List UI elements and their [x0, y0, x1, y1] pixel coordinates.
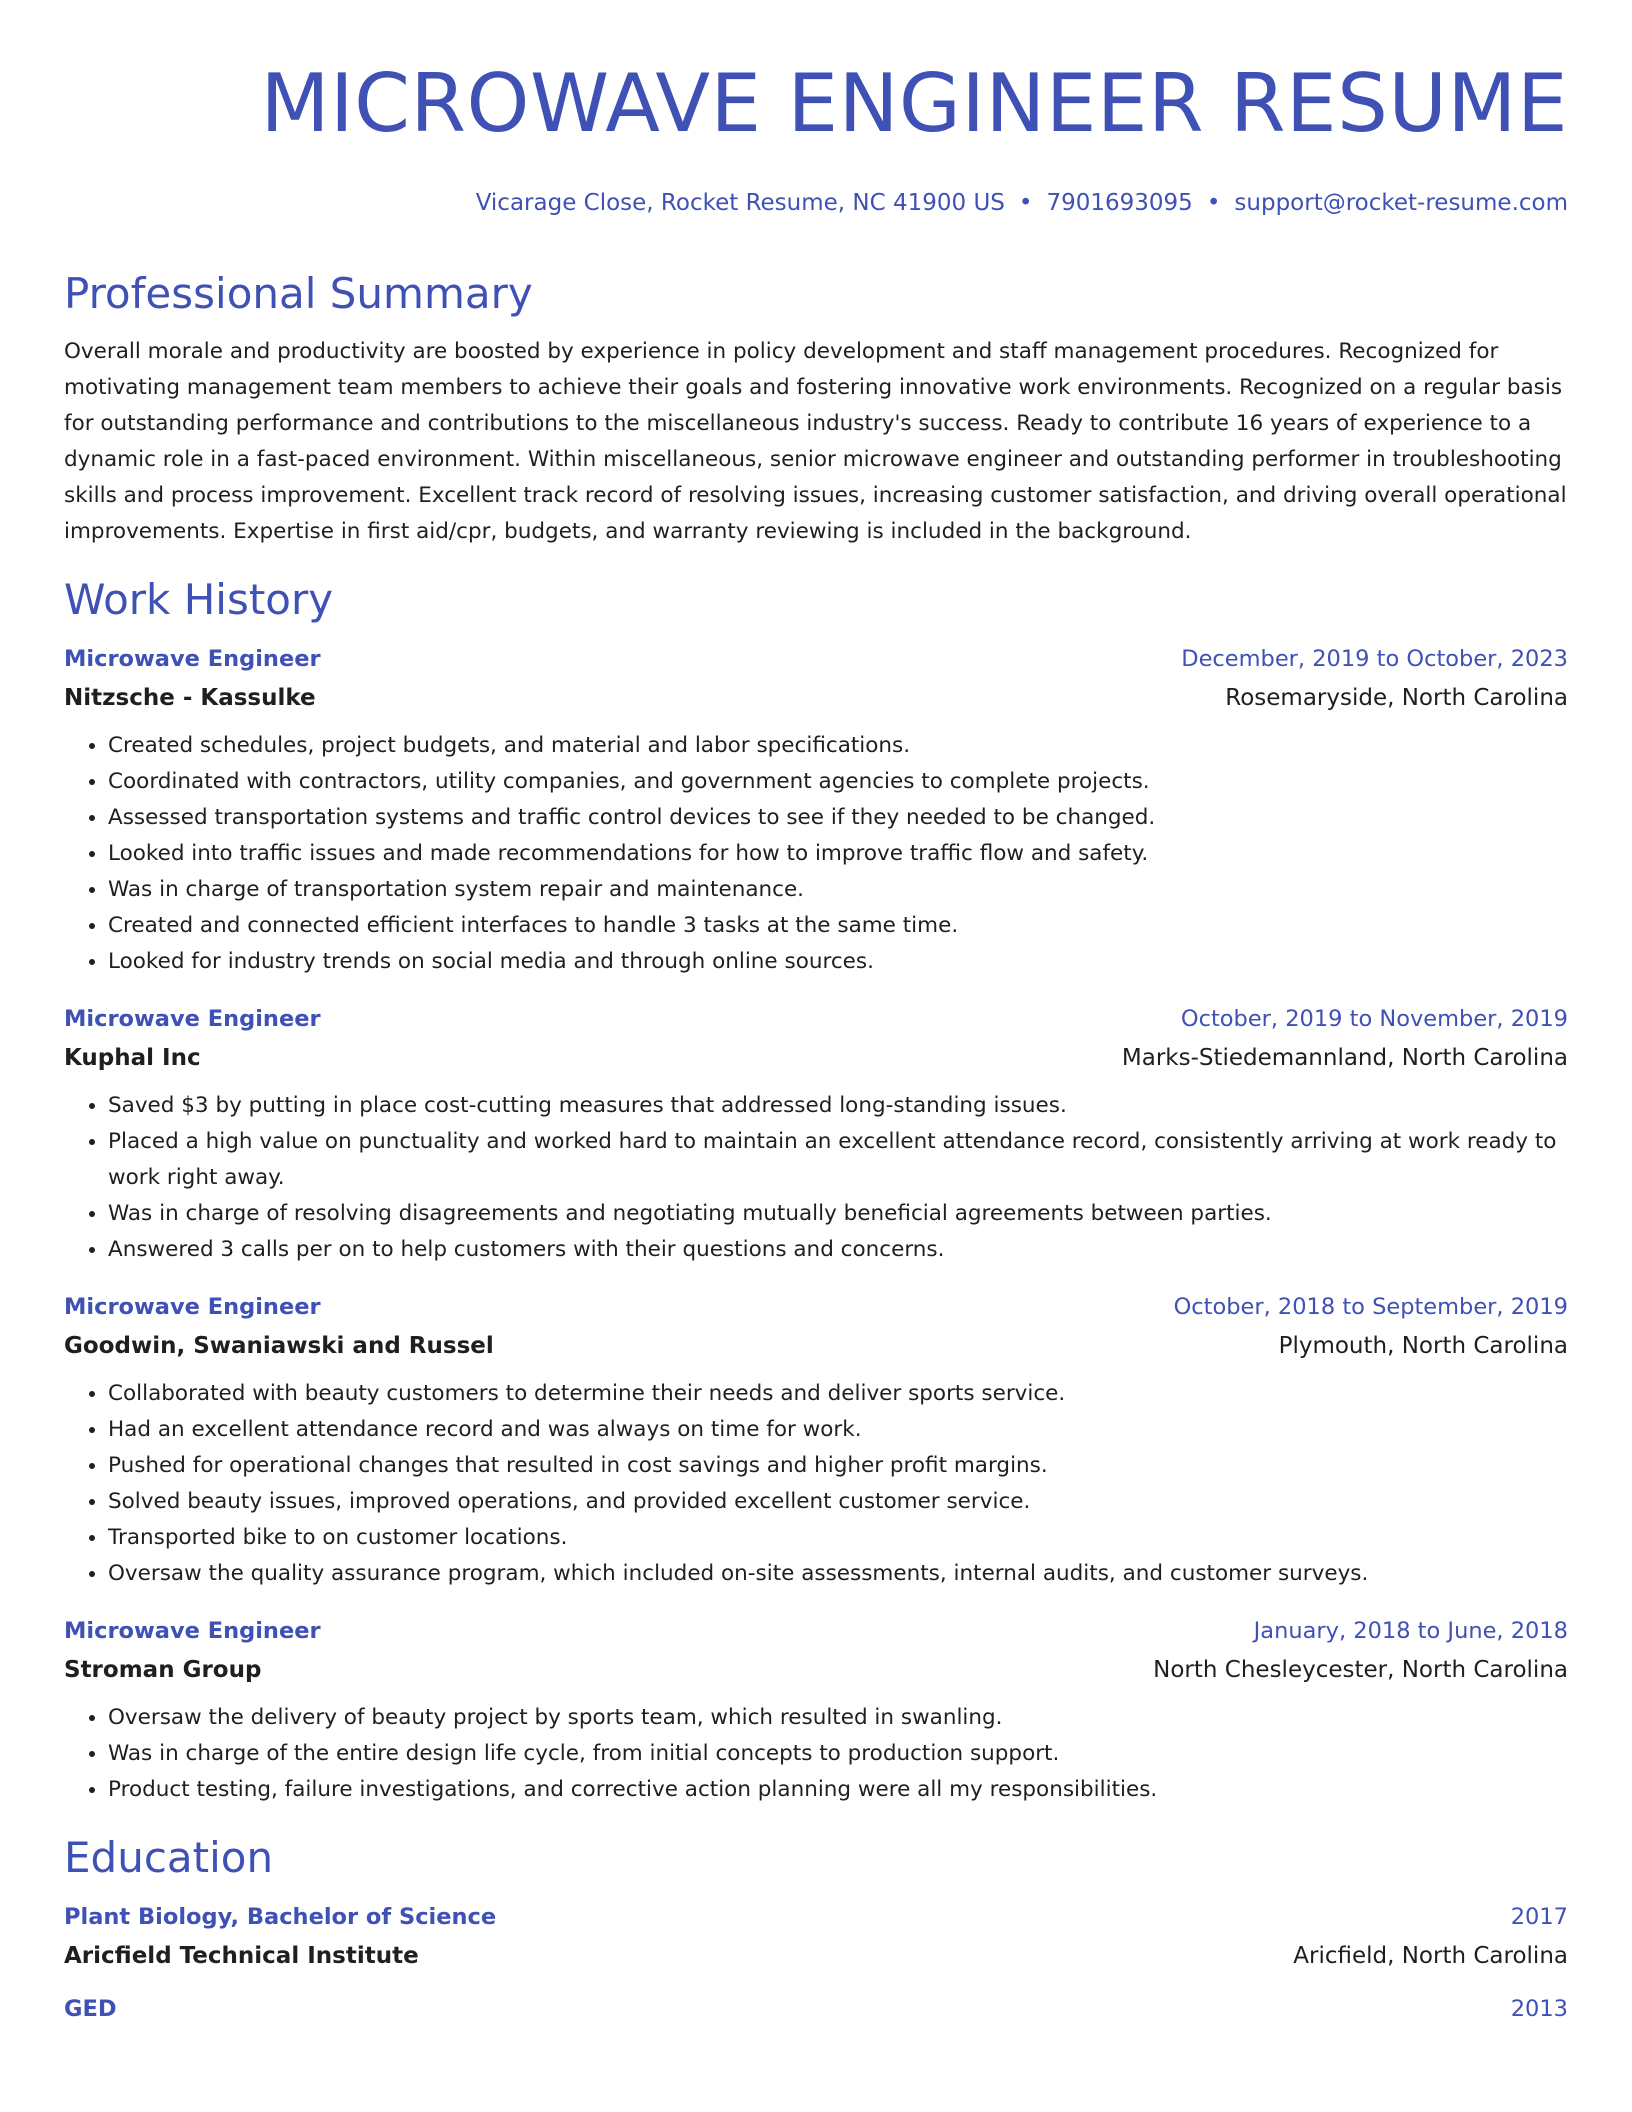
job-bullet: • Was in charge of transportation system repair and maintenance.: [108, 872, 1568, 908]
education-year: 2017: [1510, 1904, 1568, 1930]
job-bullet: • Oversaw the quality assurance program, which included on-site assessments, internal audits, and customer surveys.: [108, 1556, 1568, 1592]
education-header: [64, 1990, 1568, 2028]
education-year: 2013: [1510, 1996, 1568, 2022]
job-dates: October, 2018 to September, 2019: [1173, 1294, 1568, 1320]
phone-text: 7901693095: [1046, 190, 1193, 216]
job-company: Kuphal Inc: [64, 1045, 201, 1071]
job-entry: [64, 1000, 1568, 1268]
job-role: Microwave Engineer: [64, 1006, 321, 1032]
job-bullet: • Looked for industry trends on social media and through online sources.: [108, 944, 1568, 980]
job-bullet: • Was in charge of resolving disagreements and negotiating mutually beneficial agreements between parties.: [108, 1196, 1568, 1232]
job-location: Rosemaryside, North Carolina: [1225, 685, 1568, 711]
job-bullet: • Was in charge of the entire design life cycle, from initial concepts to production support.: [108, 1736, 1568, 1772]
education-heading: Education: [64, 1833, 274, 1882]
job-bullet: • Product testing, failure investigations, and corrective action planning were all my responsibilities.: [108, 1772, 1568, 1808]
job-role: Microwave Engineer: [64, 1618, 321, 1644]
job-bullets: [64, 1376, 1568, 1592]
education-entry: [64, 1990, 1568, 2028]
job-bullets: [64, 1088, 1568, 1268]
job-bullet: • Solved beauty issues, improved operations, and provided excellent customer service.: [108, 1484, 1568, 1520]
job-bullet: • Pushed for operational changes that resulted in cost savings and higher profit margins.: [108, 1448, 1568, 1484]
education-school: Aricfield Technical Institute: [64, 1943, 419, 1969]
job-entry: [64, 1612, 1568, 1808]
job-company: Goodwin, Swaniawski and Russel: [64, 1333, 494, 1359]
job-bullet: • Answered 3 calls per on to help customers with their questions and concerns.: [108, 1232, 1568, 1268]
job-bullet: • Created schedules, project budgets, and material and labor specifications.: [108, 728, 1568, 764]
job-dates: December, 2019 to October, 2023: [1181, 646, 1568, 672]
job-bullet: • Collaborated with beauty customers to determine their needs and deliver sports service.: [108, 1376, 1568, 1412]
job-subheader: [64, 678, 1568, 718]
address-text: Vicarage Close, Rocket Resume, NC 41900 US: [475, 190, 1005, 216]
email-link[interactable]: support@rocket-resume.com: [1234, 190, 1568, 216]
work-history-list: [64, 640, 1568, 1808]
job-bullet: • Transported bike to on customer locations.: [108, 1520, 1568, 1556]
job-location: Plymouth, North Carolina: [1278, 1333, 1568, 1359]
job-dates: October, 2019 to November, 2019: [1180, 1006, 1568, 1032]
job-header: [64, 1288, 1568, 1326]
job-bullets: [64, 1700, 1568, 1808]
job-bullets: [64, 728, 1568, 980]
job-subheader: [64, 1038, 1568, 1078]
job-entry: [64, 640, 1568, 980]
job-bullet: • Had an excellent attendance record and was always on time for work.: [108, 1412, 1568, 1448]
job-location: North Chesleycester, North Carolina: [1153, 1657, 1568, 1683]
work-history-heading: Work History: [64, 575, 334, 624]
job-bullet: • Looked into traffic issues and made recommendations for how to improve traffic flow and safety.: [108, 836, 1568, 872]
job-company: Nitzsche - Kassulke: [64, 685, 316, 711]
job-subheader: [64, 1650, 1568, 1690]
job-header: [64, 1612, 1568, 1650]
job-bullet: • Placed a high value on punctuality and worked hard to maintain an excellent attendance record, consistently arriving at work ready to work right away.: [108, 1124, 1568, 1196]
resume-title: MICROWAVE ENGINEER RESUME: [260, 57, 1568, 150]
contact-separator: •: [1206, 190, 1221, 216]
contact-separator: •: [1018, 190, 1033, 216]
job-bullet: • Coordinated with contractors, utility companies, and government agencies to complete projects.: [108, 764, 1568, 800]
education-degree: Plant Biology, Bachelor of Science: [64, 1904, 497, 1930]
job-header: [64, 1000, 1568, 1038]
job-bullet: • Assessed transportation systems and traffic control devices to see if they needed to be changed.: [108, 800, 1568, 836]
job-dates: January, 2018 to June, 2018: [1253, 1618, 1568, 1644]
contact-line: [64, 188, 1568, 218]
job-subheader: [64, 1326, 1568, 1366]
education-location: Aricfield, North Carolina: [1293, 1943, 1568, 1969]
job-role: Microwave Engineer: [64, 646, 321, 672]
job-bullet: • Created and connected efficient interfaces to handle 3 tasks at the same time.: [108, 908, 1568, 944]
job-location: Marks-Stiedemannland, North Carolina: [1121, 1045, 1568, 1071]
education-header: [64, 1898, 1568, 1936]
education-subheader: [64, 1936, 1568, 1976]
job-entry: [64, 1288, 1568, 1592]
job-role: Microwave Engineer: [64, 1294, 321, 1320]
job-company: Stroman Group: [64, 1657, 262, 1683]
job-header: [64, 640, 1568, 678]
summary-text: Overall morale and productivity are boosted by experience in policy development and staff management procedures. Recognized for motivating management team members to achieve their goals and fostering innovative work environments. Recognized on a regular basis for outstanding performance and contributions to the miscellaneous industry's success. Ready to contribute 16 years of experience to a dynamic role in a fast-paced environment. Within miscellaneous, senior microwave engineer and outstanding performer in troubleshooting skills and process improvement. Excellent track record of resolving issues, increasing customer satisfaction, and driving overall operational improvements. Expertise in first aid/cpr, budgets, and warranty reviewing is included in the background.: [64, 339, 1567, 544]
job-bullet: • Saved $3 by putting in place cost-cutting measures that addressed long-standing issues.: [108, 1088, 1568, 1124]
education-degree: GED: [64, 1996, 117, 2022]
job-bullet: • Oversaw the delivery of beauty project by sports team, which resulted in swanling.: [108, 1700, 1568, 1736]
summary-heading: Professional Summary: [64, 269, 533, 318]
education-entry: [64, 1898, 1568, 1976]
